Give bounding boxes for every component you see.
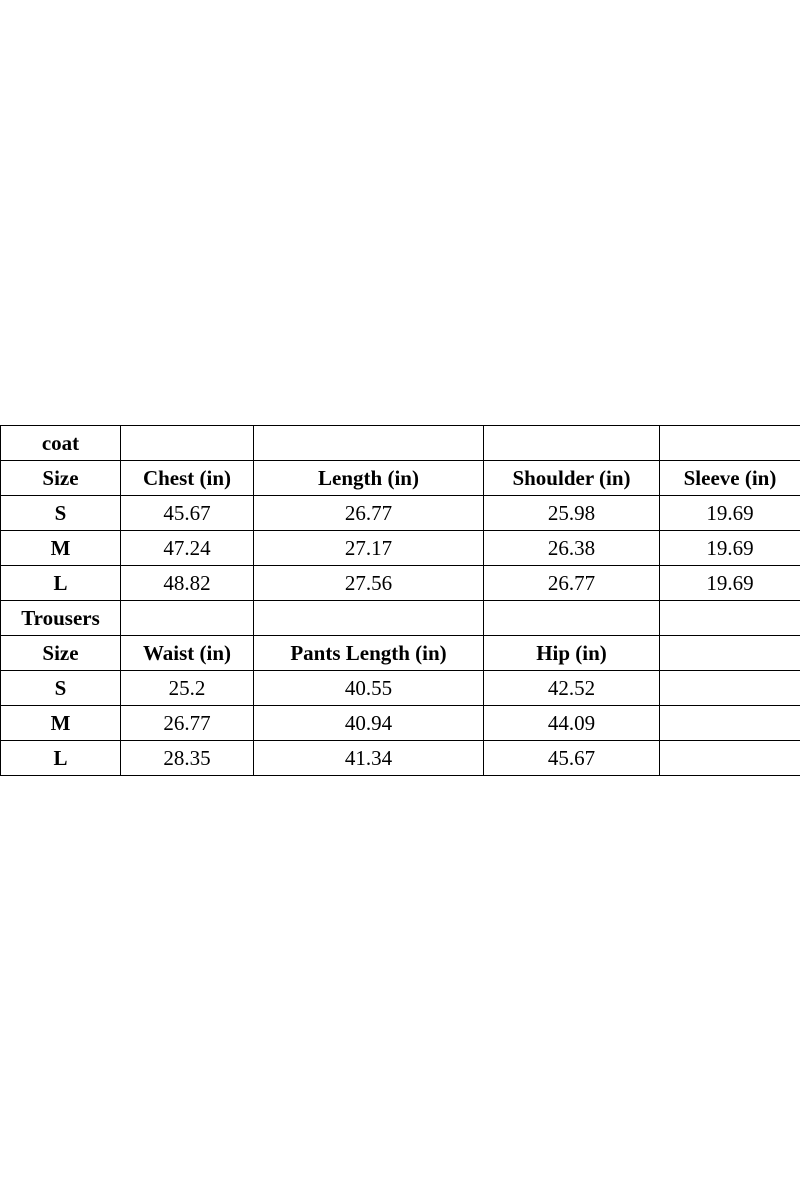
empty-cell — [660, 601, 800, 636]
trousers-pants-length-value: 41.34 — [254, 741, 484, 776]
coat-length-value: 26.77 — [254, 496, 484, 531]
trousers-hip-value: 42.52 — [484, 671, 660, 706]
coat-sleeve-value: 19.69 — [660, 496, 800, 531]
trousers-waist-value: 25.2 — [121, 671, 254, 706]
coat-row-m — [1, 531, 800, 566]
trousers-waist-value: 26.77 — [121, 706, 254, 741]
empty-cell — [660, 636, 800, 671]
empty-cell — [660, 741, 800, 776]
coat-chest-value: 48.82 — [121, 566, 254, 601]
trousers-hip-value: 45.67 — [484, 741, 660, 776]
coat-chest-value: 47.24 — [121, 531, 254, 566]
coat-sleeve-value: 19.69 — [660, 531, 800, 566]
coat-sleeve-value: 19.69 — [660, 566, 800, 601]
size-label: M — [1, 706, 121, 741]
empty-cell — [484, 601, 660, 636]
empty-cell — [660, 706, 800, 741]
trousers-pants-length-value: 40.94 — [254, 706, 484, 741]
trousers-waist-value: 28.35 — [121, 741, 254, 776]
trousers-pants-length-value: 40.55 — [254, 671, 484, 706]
trousers-row-s — [1, 671, 800, 706]
empty-cell — [660, 671, 800, 706]
trousers-header-waist: Waist (in) — [121, 636, 254, 671]
coat-row-l — [1, 566, 800, 601]
coat-length-value: 27.17 — [254, 531, 484, 566]
trousers-header-pants-length: Pants Length (in) — [254, 636, 484, 671]
trousers-header-size: Size — [1, 636, 121, 671]
size-label: S — [1, 496, 121, 531]
size-label: M — [1, 531, 121, 566]
empty-cell — [254, 601, 484, 636]
size-label: L — [1, 741, 121, 776]
coat-section-title: coat — [1, 426, 121, 461]
coat-header-length: Length (in) — [254, 461, 484, 496]
trousers-hip-value: 44.09 — [484, 706, 660, 741]
coat-header-sleeve: Sleeve (in) — [660, 461, 800, 496]
trousers-header-hip: Hip (in) — [484, 636, 660, 671]
coat-chest-value: 45.67 — [121, 496, 254, 531]
trousers-row-m — [1, 706, 800, 741]
empty-cell — [121, 426, 254, 461]
empty-cell — [254, 426, 484, 461]
coat-shoulder-value: 25.98 — [484, 496, 660, 531]
size-chart-body — [1, 426, 800, 776]
coat-header-shoulder: Shoulder (in) — [484, 461, 660, 496]
coat-header-row — [1, 461, 800, 496]
trousers-header-row — [1, 636, 800, 671]
coat-shoulder-value: 26.38 — [484, 531, 660, 566]
coat-shoulder-value: 26.77 — [484, 566, 660, 601]
coat-title-row — [1, 426, 800, 461]
empty-cell — [484, 426, 660, 461]
trousers-title-row — [1, 601, 800, 636]
empty-cell — [660, 426, 800, 461]
size-chart-table — [0, 425, 800, 776]
coat-header-size: Size — [1, 461, 121, 496]
trousers-row-l — [1, 741, 800, 776]
empty-cell — [121, 601, 254, 636]
size-label: S — [1, 671, 121, 706]
coat-row-s — [1, 496, 800, 531]
size-label: L — [1, 566, 121, 601]
coat-length-value: 27.56 — [254, 566, 484, 601]
coat-header-chest: Chest (in) — [121, 461, 254, 496]
trousers-section-title: Trousers — [1, 601, 121, 636]
